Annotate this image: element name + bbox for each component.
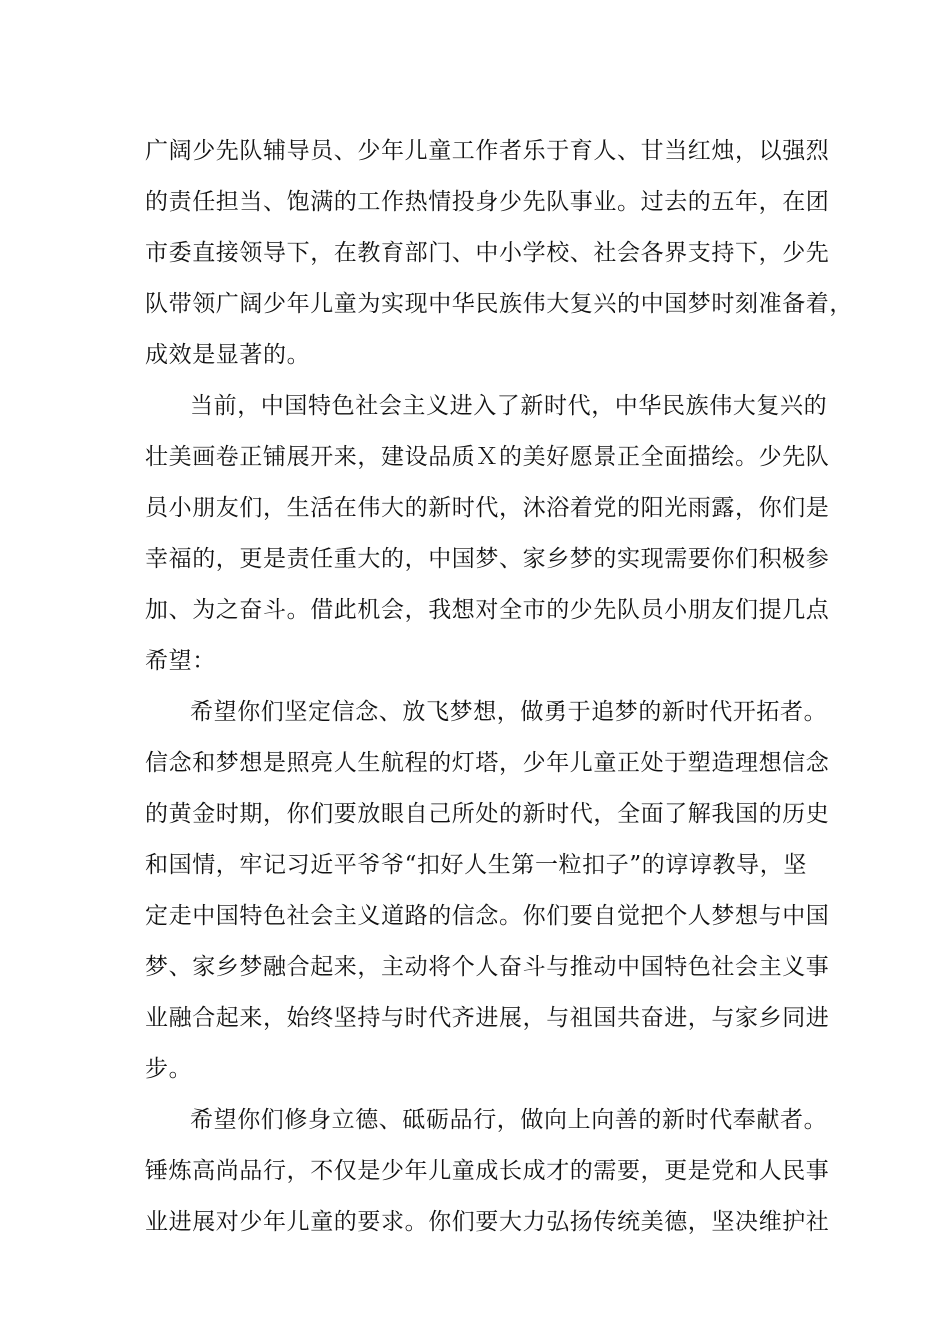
text-line: 定走中国特色社会主义道路的信念。你们要自觉把个人梦想与中国 [145, 903, 830, 929]
text-line: 锤炼高尚品行，不仅是少年儿童成长成才的需要，更是党和人民事 [145, 1158, 830, 1184]
text-line: 的黄金时期，你们要放眼自己所处的新时代，全面了解我国的历史 [145, 801, 830, 827]
paragraph-first-line: 希望你们坚定信念、放飞梦想，做勇于追梦的新时代开拓者。 [190, 699, 828, 725]
text-line: 梦、家乡梦融合起来，主动将个人奋斗与推动中国特色社会主义事 [145, 954, 830, 980]
text-line: 和国情，牢记习近平爷爷“扣好人生第一粒扣子”的谆谆教导，坚 [145, 852, 807, 878]
paragraph-first-line: 当前，中国特色社会主义进入了新时代，中华民族伟大复兴的 [190, 393, 828, 419]
text-line: 员小朋友们，生活在伟大的新时代，沐浴着党的阳光雨露，你们是 [145, 495, 830, 521]
text-line: 步。 [145, 1056, 193, 1082]
text-line: 幸福的，更是责任重大的，中国梦、家乡梦的实现需要你们积极参 [145, 546, 830, 572]
text-line: 广阔少先队辅导员、少年儿童工作者乐于育人、甘当红烛，以强烈 [145, 138, 830, 164]
text-line: 业进展对少年儿童的要求。你们要大力弘扬传统美德，坚决维护社 [145, 1209, 830, 1235]
text-line: 市委直接领导下，在教育部门、中小学校、社会各界支持下，少先 [145, 240, 830, 266]
text-line: 队带领广阔少年儿童为实现中华民族伟大复兴的中国梦时刻准备着， [145, 291, 853, 317]
text-line: 业融合起来，始终坚持与时代齐进展，与祖国共奋进，与家乡同进 [145, 1005, 830, 1031]
text-line: 信念和梦想是照亮人生航程的灯塔，少年儿童正处于塑造理想信念 [145, 750, 830, 776]
text-line: 成效是显著的。 [145, 342, 311, 368]
text-line: 的责任担当、饱满的工作热情投身少先队事业。过去的五年，在团 [145, 189, 830, 215]
text-line: 壮美画卷正铺展开来，建设品质Ｘ的美好愿景正全面描绘。少先队 [145, 444, 830, 470]
text-line: 加、为之奋斗。借此机会，我想对全市的少先队员小朋友们提几点 [145, 597, 830, 623]
paragraph-first-line: 希望你们修身立德、砥砺品行，做向上向善的新时代奉献者。 [190, 1107, 828, 1133]
text-line: 希望： [145, 648, 216, 674]
